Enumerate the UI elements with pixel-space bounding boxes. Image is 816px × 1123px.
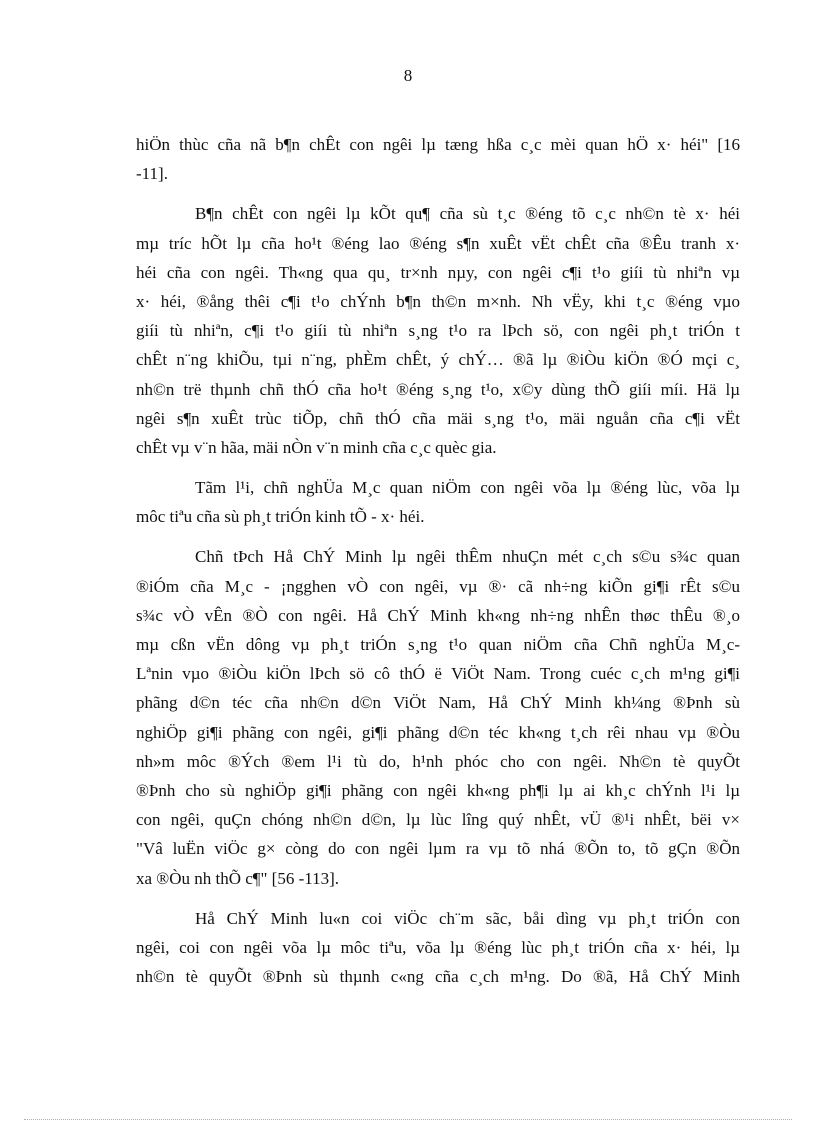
body-text	[136, 130, 740, 991]
text-line: hiÖn thùc cña nã b¶n chÊt con ngêi lµ tæng hßa c¸c mèi quan hÖ x· héi" [16	[136, 135, 740, 154]
text-line: Tãm l¹i, chñ nghÜa M¸c quan niÖm con ngêi võa lµ ®éng lùc, võa lµ	[195, 478, 740, 498]
text-line: héi cña con ngêi. Th«ng qua qu¸ tr×nh nµy, con ngêi c¶i t¹o giíi tù nhiªn vµ	[136, 262, 740, 282]
text-line: môc tiªu cña sù ph¸t triÓn kinh tÕ - x· héi.	[136, 507, 425, 527]
text-line: "Vâ luËn viÖc g× còng do con ngêi lµm ra vµ tõ nhá ®Õn to, tõ gÇn ®Õn	[136, 839, 740, 859]
text-line: giíi tù nhiªn, c¶i t¹o giíi tù nhiªn s¸ng t¹o ra lÞch sö, con ngêi ph¸t triÓn t	[136, 321, 740, 341]
text-line: ®iÓm cña M¸c - ¡ngghen vÒ con ngêi, vµ ®· cã nh÷ng kiÕn gi¶i rÊt s©u	[136, 576, 740, 596]
text-line: Hå ChÝ Minh lu«n coi viÖc ch¨m sãc, båi dìng vµ ph¸t triÓn con	[195, 908, 740, 928]
page-bottom-border	[24, 1119, 792, 1120]
text-line: chÊt vµ v¨n hãa, mäi nÒn v¨n minh cña c¸c quèc gia.	[136, 437, 497, 457]
text-line: mµ tríc hÕt lµ cña ho¹t ®éng lao ®éng s¶n xuÊt vËt chÊt cña ®Êu tranh x·	[136, 233, 740, 253]
text-line: xa ®Òu nh thÕ c¶" [56 -113].	[136, 868, 340, 888]
text-line: Lªnin vµo ®iÒu kiÖn lÞch sö cô thÓ ë ViÖt Nam. Trong cuéc c¸ch m¹ng gi¶i	[136, 664, 740, 684]
text-line: Chñ tÞch Hå ChÝ Minh lµ ngêi thÊm nhuÇn mét c¸ch s©u s¾c quan	[195, 547, 740, 567]
text-line: phãng d©n téc cña nh©n d©n ViÖt Nam, Hå ChÝ Minh kh¼ng ®Þnh sù	[136, 693, 740, 713]
text-line: mµ cßn vËn dông vµ ph¸t triÓn s¸ng t¹o quan niÖm cña Chñ nghÜa M¸c-	[136, 635, 740, 654]
text-line: -11].	[136, 164, 168, 184]
text-line: nh©n trë thµnh chñ thÓ cña ho¹t ®éng s¸ng t¹o, x©y dùng thÕ giíi míi. Hä lµ	[136, 379, 740, 399]
text-line: ngêi s¶n xuÊt trùc tiÕp, chñ thÓ cña mäi s¸ng t¹o, mäi nguån cña c¶i vËt	[136, 408, 740, 428]
text-line: x· héi, ®ång thêi c¶i t¹o chÝnh b¶n th©n m×nh. Nh vËy, khi t¸c ®éng vµo	[136, 291, 740, 311]
page-number: 8	[403, 66, 413, 85]
text-line: con ngêi, quÇn chóng nh©n d©n, lµ lùc lîng quý nhÊt, vÜ ®¹i nhÊt, bëi v×	[136, 810, 740, 830]
text-line: nghiÖp gi¶i phãng con ngêi, gi¶i phãng d©n téc kh«ng t¸ch rêi nhau vµ ®Òu	[136, 722, 740, 742]
text-line: s¾c vÒ vÊn ®Ò con ngêi. Hå ChÝ Minh kh«ng nh÷ng nhÊn thøc thÊu ®¸o	[136, 605, 740, 625]
text-line: ®Þnh cho sù nghiÖp gi¶i phãng con ngêi kh«ng ph¶i lµ ai kh¸c chÝnh l¹i lµ	[136, 780, 740, 800]
text-line: nh»m môc ®Ých ®em l¹i tù do, h¹nh phóc cho con ngêi. Nh©n tè quyÕt	[136, 751, 740, 771]
text-line: nh©n tè quyÕt ®Þnh sù thµnh c«ng cña c¸ch m¹ng. Do ®ã, Hå ChÝ Minh	[136, 967, 740, 987]
text-line: B¶n chÊt con ngêi lµ kÕt qu¶ cña sù t¸c ®éng tõ c¸c nh©n tè x· héi	[195, 204, 740, 224]
text-line: chÊt n¨ng khiÕu, tµi n¨ng, phÈm chÊt, ý chÝ… ®ã lµ ®iÒu kiÖn ®Ó mçi c¸	[136, 350, 740, 370]
text-line: ngêi, coi con ngêi võa lµ môc tiªu, võa lµ ®éng lùc ph¸t triÓn cña x· héi, lµ	[136, 937, 740, 957]
